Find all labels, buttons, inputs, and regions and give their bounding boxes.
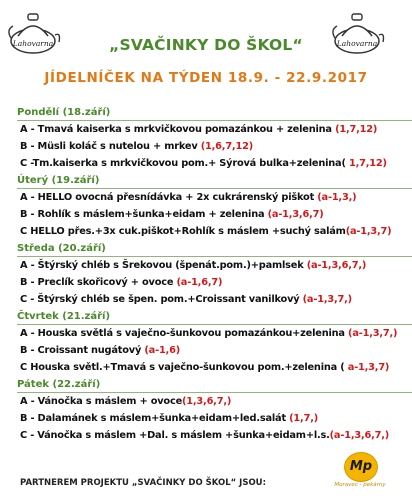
menu-item: [20, 274, 412, 291]
allergen-codes: (a-1,6): [144, 345, 180, 356]
allergen-codes: 1,7,12): [348, 158, 387, 169]
partner-note: PARTNEREM PROJEKTU „SVAČINKY DO ŠKOL“ JSOU:: [20, 478, 266, 488]
menu-item-text: C -Tm.kaiserka s mrkvičkovou pom.+ Sýrová bulka+zelenina(: [20, 158, 349, 169]
partner-caption: Moravec - pekárny: [334, 482, 386, 488]
allergen-codes: (1,7,12): [335, 124, 378, 135]
menu-item: [20, 291, 412, 308]
menu-item: [20, 189, 412, 206]
menu-item-text: B - Croissant nugátový: [20, 345, 145, 356]
menu-item: [20, 206, 412, 223]
day-tuesday: [0, 174, 412, 240]
partner-logo: [330, 452, 390, 496]
menu-item: [20, 325, 412, 342]
mp-logo-icon: Mp: [344, 452, 378, 482]
menu-item-text: C - Vánočka s máslem +Dal. s máslem +šunka+eidam+l.s.: [20, 430, 330, 441]
day-heading: Úterý (19.září): [17, 174, 412, 189]
day-wednesday: [0, 242, 412, 308]
allergen-codes: (1,7,): [289, 413, 318, 424]
allergen-codes: (1,6,7,12): [200, 141, 253, 152]
menu-item-text: A - Houska světlá s vaječno-šunkovou pomazánkou+zelenina: [20, 328, 349, 339]
menu-item: [20, 427, 412, 444]
logo-caption: Lahovarna: [12, 39, 54, 48]
menu-item: [20, 155, 412, 172]
menu-item: [20, 223, 412, 240]
allergen-codes: (a-1,3,): [317, 192, 357, 203]
day-heading: Středa (20.září): [17, 242, 412, 257]
allergen-codes: (a-1,3,7): [345, 226, 392, 237]
menu-item: [20, 359, 412, 376]
allergen-codes: (1,3,6,7,): [182, 396, 232, 407]
menu-week-heading: JÍDELNÍČEK NA TÝDEN 18.9. - 22.9.2017: [44, 70, 368, 86]
weekly-menu: [0, 106, 412, 446]
menu-item: [20, 257, 412, 274]
menu-item: [20, 138, 412, 155]
menu-item: [20, 342, 412, 359]
allergen-codes: (a-1,3,7,): [348, 328, 398, 339]
allergen-codes: a-1,3,7): [347, 362, 390, 373]
day-friday: [0, 378, 412, 444]
menu-item-text: A - Vánočka s máslem + ovoce: [20, 396, 183, 407]
menu-item-text: A - HELLO ovocná přesnídávka + 2x cukrárenský piškot: [20, 192, 318, 203]
day-heading: Čtvrtek (21.září): [17, 310, 412, 325]
allergen-codes: (a-1,3,7,): [302, 294, 352, 305]
day-heading: Pátek (22.září): [17, 378, 412, 393]
menu-item-text: C - Štýrský chléb se špen. pom.+Croissant vanilkový: [20, 294, 303, 305]
menu-item-text: A - Tmavá kaiserka s mrkvičkovou pomazánkou + zelenina: [20, 124, 336, 135]
menu-item: [20, 410, 412, 427]
day-monday: [0, 106, 412, 172]
allergen-codes: (a-1,3,6,7): [267, 209, 324, 220]
logo-caption: Lahovarna: [336, 39, 378, 48]
day-heading: Pondělí (18.září): [17, 106, 412, 121]
allergen-codes: (a-1,6,7): [176, 277, 223, 288]
menu-item-text: B - Dalamánek s máslem+šunka+eidam+led.salát: [20, 413, 290, 424]
allergen-codes: (a-1,3,6,7,): [329, 430, 390, 441]
menu-item-text: B - Preclík skořicový + ovoce: [20, 277, 177, 288]
page-title: „SVAČINKY DO ŠKOL“: [109, 36, 303, 54]
menu-item-text: C Houska světl.+Tmavá s vaječno-šunkovou pom.+zelenina (: [20, 362, 348, 373]
menu-item-text: B - Rohlík s máslem+šunka+eidam + zelenina: [20, 209, 268, 220]
menu-item: [20, 393, 412, 410]
menu-item: [20, 121, 412, 138]
day-thursday: [0, 310, 412, 376]
menu-item-text: B - Müsli koláč s nutelou + mrkev: [20, 141, 201, 152]
allergen-codes: (a-1,3,6,7,): [306, 260, 367, 271]
menu-item-text: C HELLO přes.+3x cuk.piškot+Rohlík s máslem +suchý salám: [20, 226, 346, 237]
menu-item-text: A - Štýrský chléb s Šrekovou (špenát.pom.)+pamlsek: [20, 260, 307, 271]
